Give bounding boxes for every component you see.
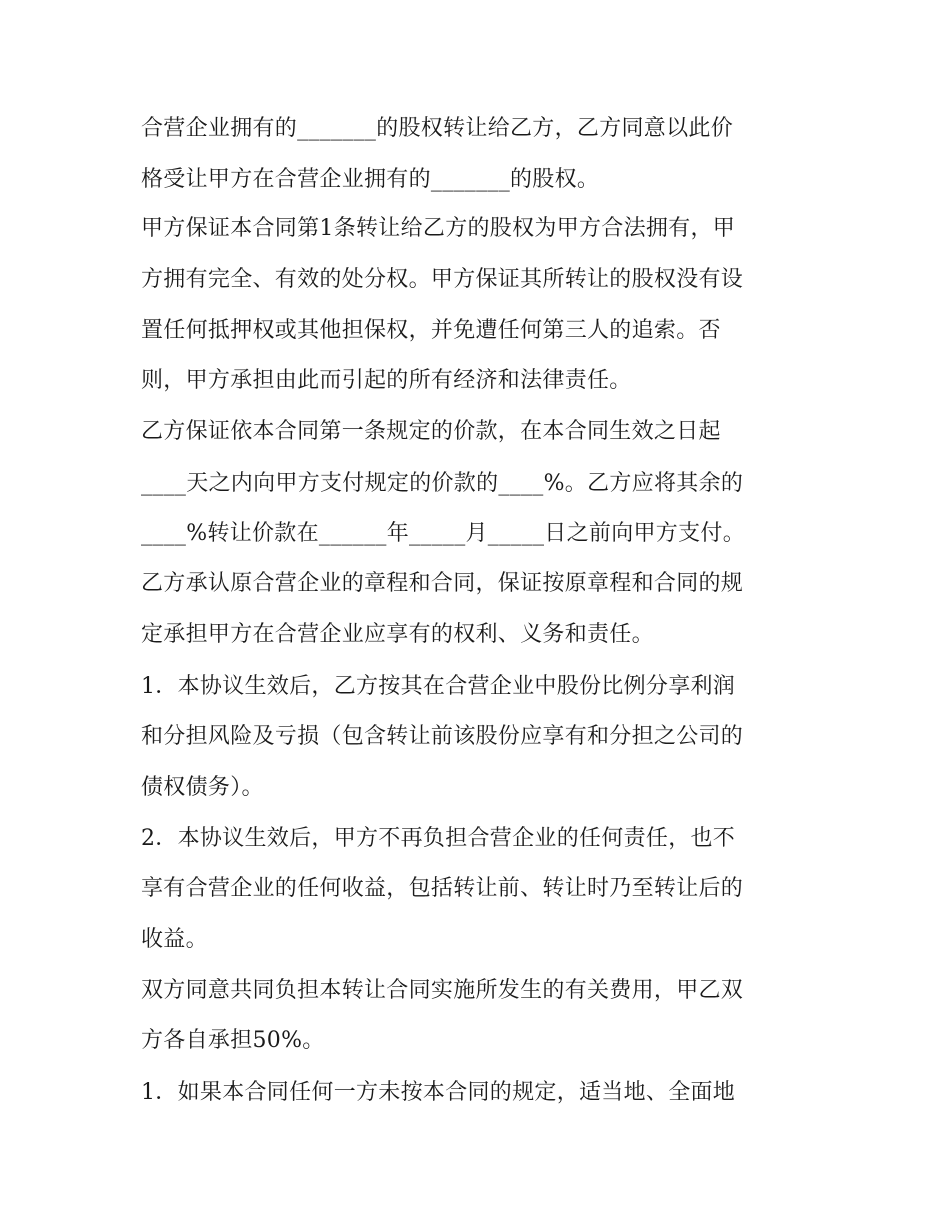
text-line: 合营企业拥有的_______的股权转让给乙方，乙方同意以此价 <box>141 116 734 141</box>
text-line: 定承担甲方在合营企业应享有的权利、义务和责任。 <box>141 622 654 647</box>
text-line: 债权债务）。 <box>141 775 264 800</box>
text-line: ____天之内向甲方支付规定的价款的____%。乙方应将其余的 <box>141 471 744 496</box>
text-line: 乙方承认原合营企业的章程和合同，保证按原章程和合同的规 <box>141 571 744 596</box>
text-line: 1．如果本合同任何一方未按本合同的规定，适当地、全面地 <box>141 1080 736 1105</box>
text-line: 享有合营企业的任何收益，包括转让前、转让时乃至转让后的 <box>141 876 744 901</box>
text-line: 和分担风险及亏损（包含转让前该股份应享有和分担之公司的 <box>141 724 744 749</box>
text-line: 置任何抵押权或其他担保权，并免遭任何第三人的追索。否 <box>141 318 721 343</box>
text-line: 则，甲方承担由此而引起的所有经济和法律责任。 <box>141 368 632 393</box>
text-line: 1．本协议生效后，乙方按其在合营企业中股份比例分享利润 <box>141 674 736 699</box>
text-line: 方各自承担50%。 <box>141 1028 325 1053</box>
text-line: 2．本协议生效后，甲方不再负担合营企业的任何责任，也不 <box>141 826 736 851</box>
text-line: 方拥有完全、有效的处分权。甲方保证其所转让的股权没有设 <box>141 267 744 292</box>
text-line: ____%转让价款在______年_____月_____日之前向甲方支付。 <box>141 521 746 546</box>
text-line: 乙方保证依本合同第一条规定的价款，在本合同生效之日起 <box>141 419 721 444</box>
text-line: 收益。 <box>141 927 208 952</box>
text-line: 格受让甲方在合营企业拥有的_______的股权。 <box>141 167 600 192</box>
text-line: 双方同意共同负担本转让合同实施所发生的有关费用，甲乙双 <box>141 978 744 1003</box>
text-line: 甲方保证本合同第1条转让给乙方的股权为甲方合法拥有，甲 <box>141 216 736 241</box>
